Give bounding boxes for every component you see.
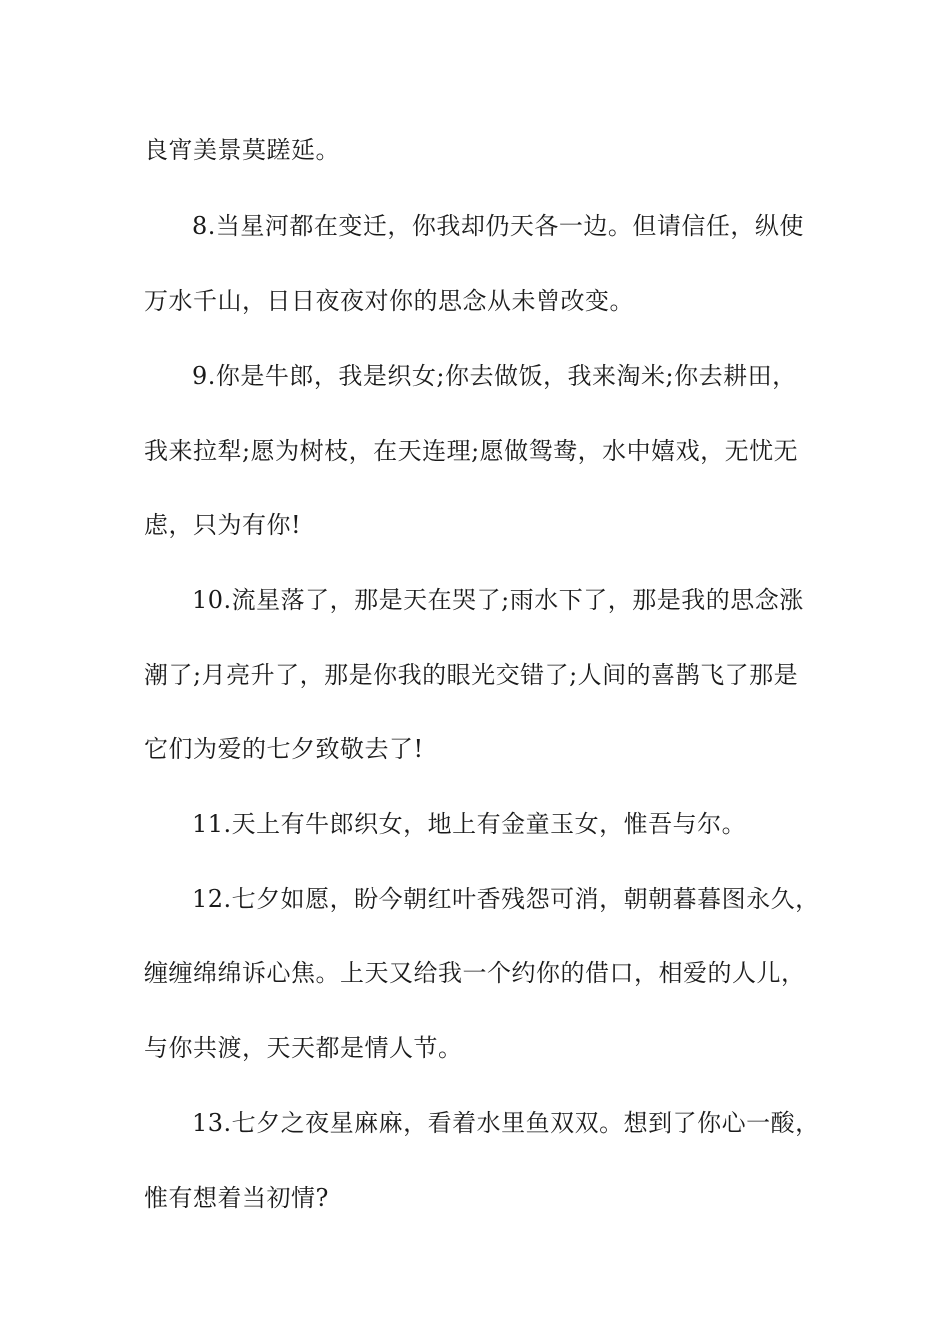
paragraph-line: 10.流星落了，那是天在哭了;雨水下了，那是我的思念涨 <box>192 586 804 614</box>
paragraph-line: 12.七夕如愿，盼今朝红叶香残怨可消，朝朝暮暮图永久， <box>192 885 820 913</box>
paragraph-line: 13.七夕之夜星麻麻，看着水里鱼双双。想到了你心一酸， <box>192 1109 820 1137</box>
paragraph-line: 11.天上有牛郎织女，地上有金童玉女，惟吾与尔。 <box>192 810 747 838</box>
paragraph-line: 惟有想着当初情? <box>144 1184 329 1212</box>
paragraph-line: 良宵美景莫蹉延。 <box>144 136 340 164</box>
paragraph-line: 我来拉犁;愿为树枝，在天连理;愿做鸳鸯，水中嬉戏，无忧无 <box>144 437 799 465</box>
paragraph-line: 缠缠绵绵诉心焦。上天又给我一个约你的借口，相爱的人儿， <box>144 959 806 987</box>
paragraph-line: 它们为爱的七夕致敬去了! <box>144 735 424 763</box>
paragraph-line: 潮了;月亮升了，那是你我的眼光交错了;人间的喜鹊飞了那是 <box>144 661 799 689</box>
paragraph-line: 与你共渡，天天都是情人节。 <box>144 1034 463 1062</box>
paragraph-line: 万水千山，日日夜夜对你的思念从未曾改变。 <box>144 287 634 315</box>
paragraph-line: 8.当星河都在变迁，你我却仍天各一边。但请信任，纵使 <box>192 212 804 240</box>
paragraph-line: 虑，只为有你! <box>144 511 302 539</box>
paragraph-line: 9.你是牛郎，我是织女;你去做饭，我来淘米;你去耕田， <box>192 362 797 390</box>
